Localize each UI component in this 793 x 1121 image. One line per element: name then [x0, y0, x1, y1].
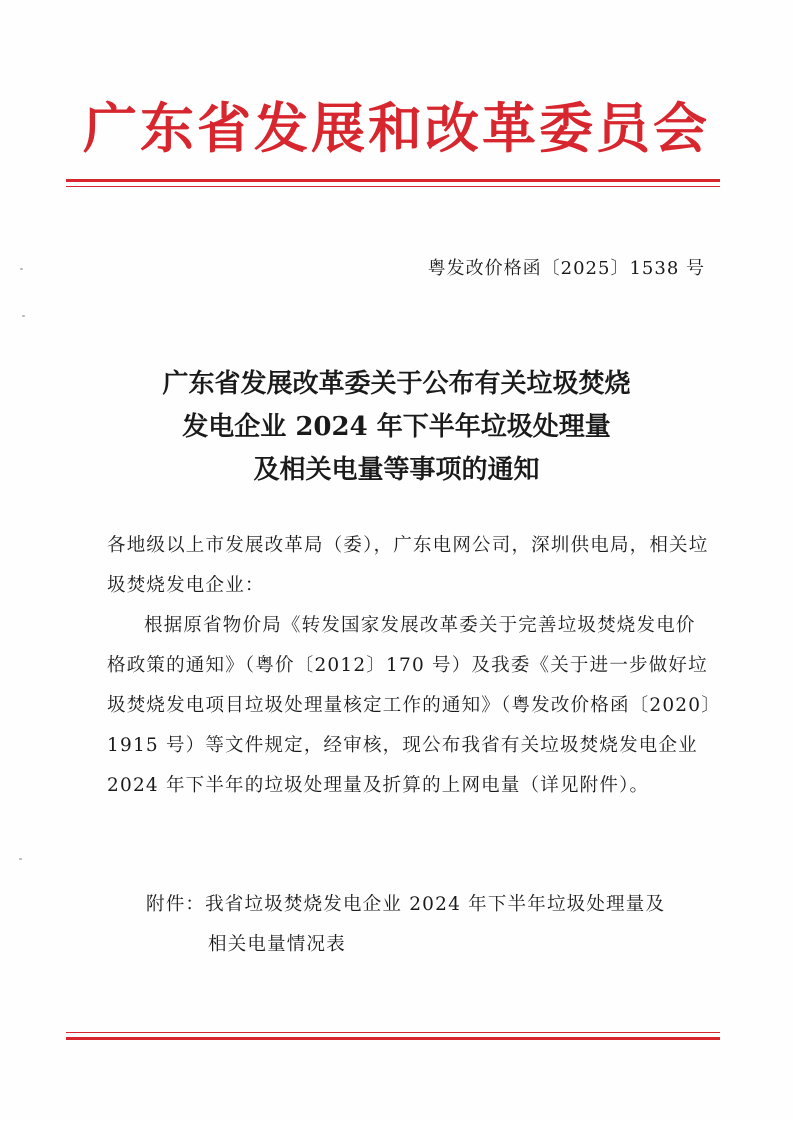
- header-rule-thick: [66, 179, 720, 182]
- document-number: 粤发改价格函〔2025〕1538 号: [427, 258, 705, 279]
- attachment-title-line-1: 我省垃圾焚烧发电企业 2024 年下半年垃圾处理量及: [205, 894, 666, 915]
- body-paragraph: 根据原省物价局《转发国家发展改革委关于完善垃圾焚烧发电价格政策的通知》（粤价〔2012〕170 号）及我委《关于进一步做好垃圾焚烧发电项目垃圾处理量核定工作的通知》（粤发改价格函〔2020〕1915 号）等文件规定，经审核，现公布我省有关垃圾焚烧发电企业 2024 年下半年的垃圾处理量及折算的上网电量（详见附件）。: [107, 615, 712, 796]
- attachment-note: [146, 885, 716, 965]
- scan-speck: [20, 268, 23, 270]
- organization-header: 广东省发展和改革委员会: [83, 96, 710, 160]
- attachment-label: 附件：: [146, 894, 206, 915]
- title-line-1: 广东省发展改革委关于公布有关垃圾焚烧: [162, 369, 631, 399]
- salutation: 各地级以上市发展改革局（委），广东电网公司，深圳供电局，相关垃圾焚烧发电企业：: [107, 535, 709, 596]
- attachment-title-line-2: 相关电量情况表: [208, 934, 346, 955]
- footer-rule-thick: [66, 1037, 720, 1040]
- scan-speck: [22, 315, 25, 317]
- document-title: [80, 363, 713, 492]
- title-line-2: 发电企业 2024 年下半年垃圾处理量: [182, 412, 611, 442]
- header-rule-thin: [66, 186, 720, 187]
- footer-rule-thin: [66, 1032, 720, 1033]
- title-line-3: 及相关电量等事项的通知: [253, 455, 540, 485]
- scan-speck: [19, 858, 22, 860]
